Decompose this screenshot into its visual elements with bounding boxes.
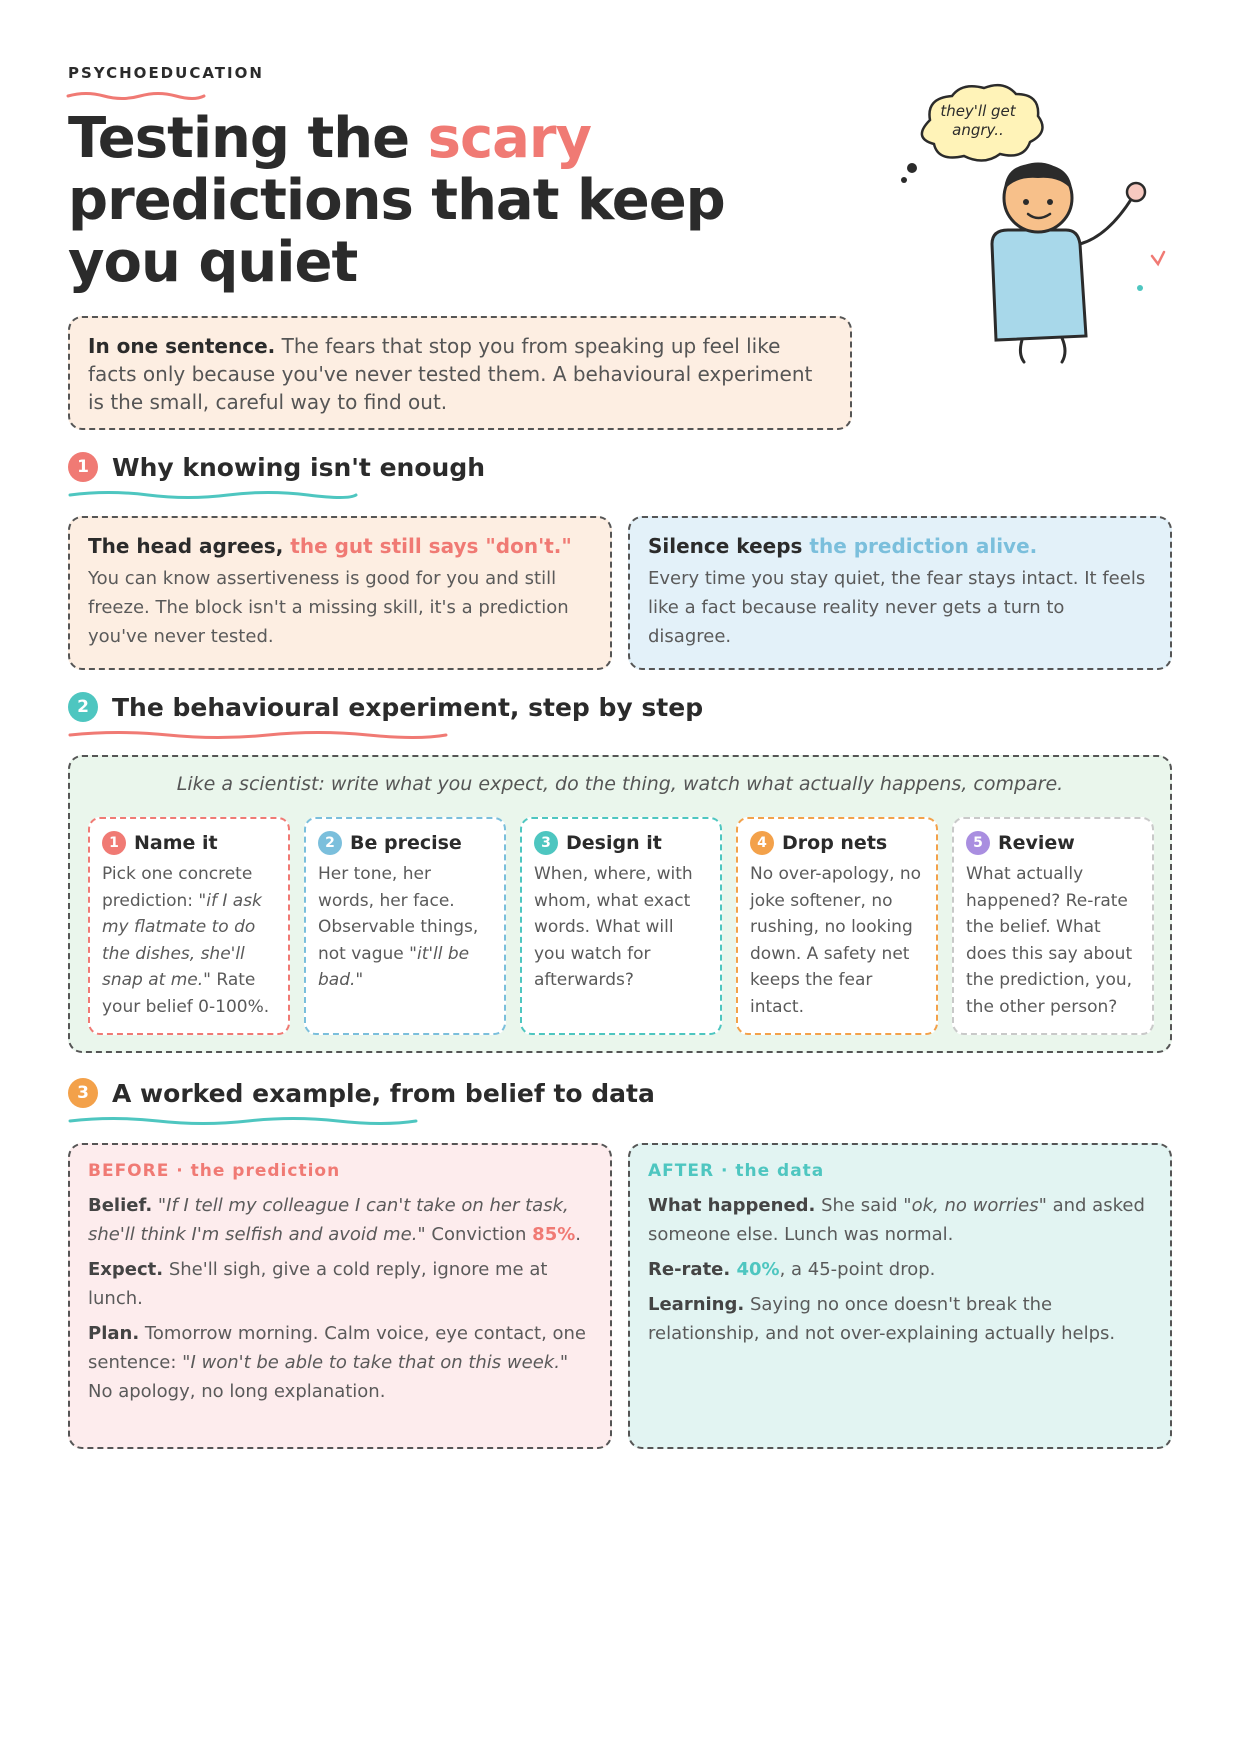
section-1-underline xyxy=(68,488,358,502)
learning-paragraph: Learning. Saying no once doesn't break the relationship, and not over-explaining actually helps. xyxy=(648,1294,1116,1344)
what-happened-paragraph: What happened. She said "ok, no worries" and asked someone else. Lunch was normal. xyxy=(648,1195,1145,1245)
before-card xyxy=(68,1143,612,1449)
experiment-lead: Like a scientist: write what you expect, do the thing, watch what actually happens, compare. xyxy=(176,773,1064,795)
rerate-value: 40% xyxy=(730,1259,780,1280)
section-title: Why knowing isn't enough xyxy=(112,452,486,482)
bubble-line-1: they'll get xyxy=(940,102,1016,120)
person-figure xyxy=(992,164,1164,362)
section-2-heading xyxy=(68,692,703,722)
step-card-review: 5 Review What actually happened? Re-rate the belief. What does this say about the prediction, you, the other person? xyxy=(952,817,1154,1035)
card-heading: The head agrees, the gut still says "don't." xyxy=(88,534,572,558)
section-number-badge: 1 xyxy=(68,452,98,482)
step-card-drop-nets: 4 Drop nets No over-apology, no joke softener, no rushing, no looking down. A safety net keeps the fear intact. xyxy=(736,817,938,1035)
card-body: Every time you stay quiet, the fear stays intact. It feels like a fact because reality never gets a turn to disagree. xyxy=(648,568,1146,647)
eyebrow-underline xyxy=(66,90,206,102)
experiment-panel xyxy=(68,755,1172,1053)
section-1-heading xyxy=(68,452,485,482)
conviction-value: 85% xyxy=(532,1224,576,1245)
expect-paragraph: Expect. She'll sigh, give a cold reply, ignore me at lunch. xyxy=(88,1259,548,1309)
section-title: The behavioural experiment, step by step xyxy=(112,692,704,722)
summary-box xyxy=(68,316,852,430)
card-silence xyxy=(628,516,1172,670)
worried-person-illustration xyxy=(900,80,1180,380)
step-card-design-it: 3 Design it When, where, with whom, what exact words. What will you watch for afterwards? xyxy=(520,817,722,1035)
summary-lead: In one sentence. xyxy=(88,334,276,358)
page-title: Testing the scary predictions that keep you quiet xyxy=(68,106,725,295)
bubble-line-2: angry.. xyxy=(952,121,1004,139)
eyebrow-label: PSYCHOEDUCATION xyxy=(68,64,264,82)
rerate-paragraph: Re-rate. 40%, a 45-point drop. xyxy=(648,1259,936,1280)
step-card-name-it: 1 Name it Pick one concrete prediction: "if I ask my flatmate to do the dishes, she'll snap at me." Rate your belief 0-100%. xyxy=(88,817,290,1035)
step-card-be-precise: 2 Be precise Her tone, her words, her face. Observable things, not vague "it'll be bad." xyxy=(304,817,506,1035)
title-accent: scary xyxy=(427,106,592,171)
section-3-underline xyxy=(68,1114,418,1128)
card-body: You can know assertiveness is good for you and still freeze. The block isn't a missing skill, it's a prediction you've never tested. xyxy=(88,568,569,647)
section-2-underline xyxy=(68,728,448,742)
after-label: AFTER · the data xyxy=(648,1161,825,1181)
section-title: A worked example, from belief to data xyxy=(112,1078,655,1108)
plan-paragraph: Plan. Tomorrow morning. Calm voice, eye contact, one sentence: "I won't be able to take that on this week." No apology, no long explanation. xyxy=(88,1323,587,1402)
summary-text: The fears that stop you from speaking up feel like facts only because you've never tested them. A behavioural experiment is the small, careful way to find out. xyxy=(88,334,813,414)
belief-paragraph: Belief. "If I tell my colleague I can't take on her task, she'll think I'm selfish and avoid me." Conviction 85%. xyxy=(88,1195,581,1245)
after-card xyxy=(628,1143,1172,1449)
card-head-vs-gut xyxy=(68,516,612,670)
section-3-heading xyxy=(68,1078,655,1108)
section-number-badge: 2 xyxy=(68,692,98,722)
before-label: BEFORE · the prediction xyxy=(88,1161,341,1181)
card-heading: Silence keeps the prediction alive. xyxy=(648,534,1038,558)
section-number-badge: 3 xyxy=(68,1078,98,1108)
